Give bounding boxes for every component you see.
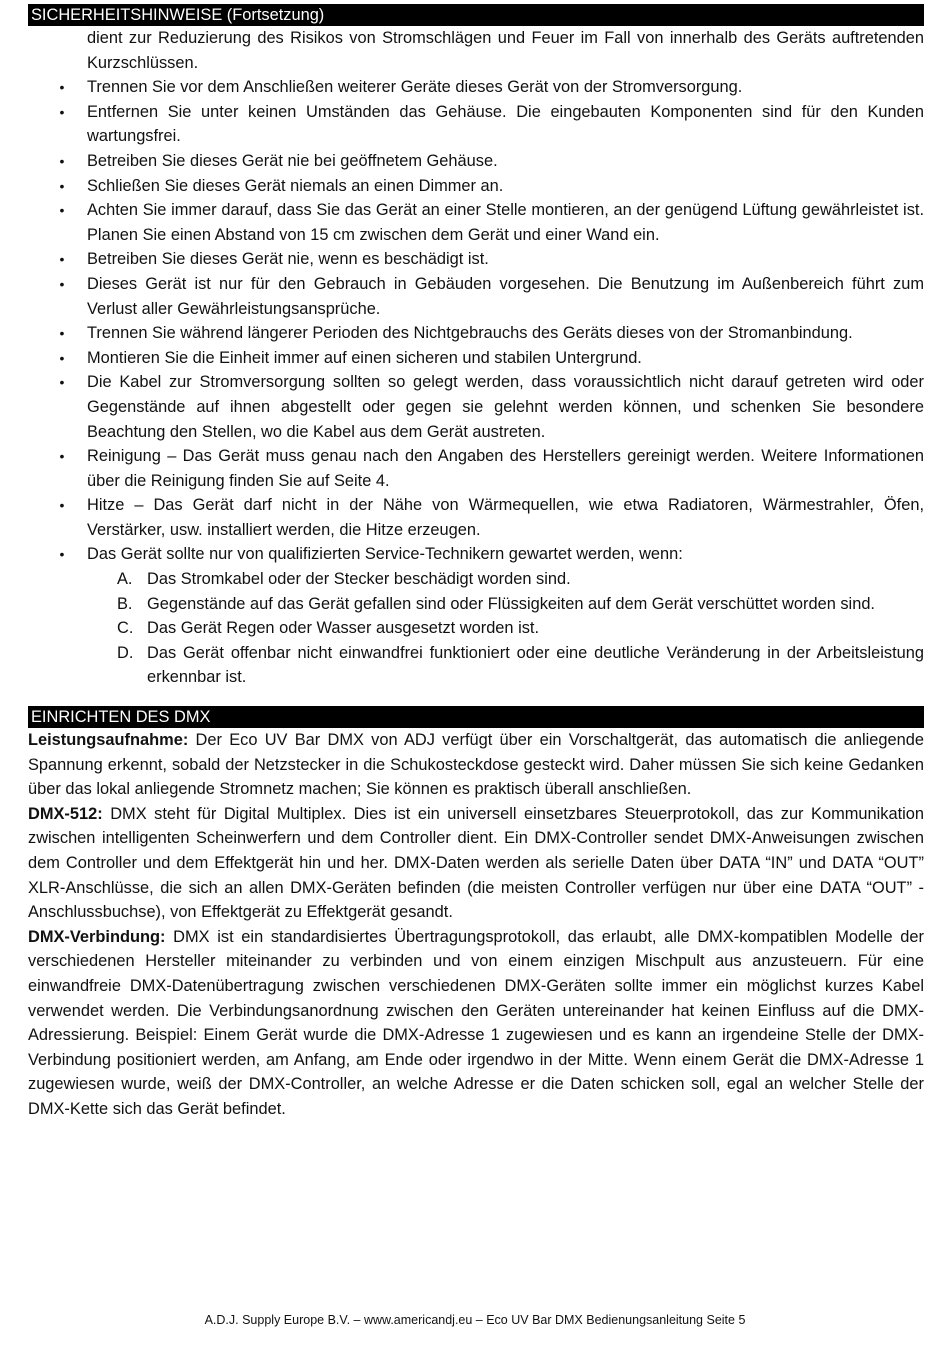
bullet-item — [28, 174, 924, 199]
bullet-item — [28, 444, 924, 493]
condition-letter: D. — [117, 643, 134, 662]
bullet-text: Entfernen Sie unter keinen Umständen das Gehäuse. Die eingebauten Komponenten sind für den Kunden wartungsfrei. — [87, 102, 924, 146]
paragraph-label: DMX-512: — [28, 804, 103, 823]
paragraph-dmx512 — [28, 802, 924, 925]
bullet-glyph: • — [59, 152, 65, 169]
condition-item — [28, 592, 924, 617]
bullet-text: Montieren Sie die Einheit immer auf einen sicheren und stabilen Untergrund. — [87, 348, 642, 367]
paragraph-label: DMX-Verbindung: — [28, 927, 166, 946]
bullet-text: Das Gerät sollte nur von qualifizierten Service-Technikern gewartet werden, wenn: — [87, 545, 683, 564]
continuation-text: dient zur Reduzierung des Risikos von Stromschlägen und Feuer im Fall von innerhalb des Geräts auftretenden Kurzschlüssen. — [87, 29, 924, 72]
section-heading-safety: SICHERHEITSHINWEISE (Fortsetzung) — [28, 4, 924, 26]
bullet-item — [28, 198, 924, 247]
paragraph-text: DMX steht für Digital Multiplex. Dies ist ein universell einsetzbares Steuerprotokoll, das zur Kommunikation zwischen intelligenten Scheinwerfern und dem Controller dient. Ein DMX-Controller sendet DMX-Anweisungen zwischen dem Controller und dem Effektgerät hin und her. DMX-Daten werden als serielle Daten über DATA “IN” und DATA “OUT” XLR-Anschlüsse, die sich an allen DMX-Geräten befinden (die meisten Controller verfügen nur über eine DATA “OUT” - Anschlussbuchse), von Effektgerät zu Effektgerät gesandt. — [28, 804, 924, 922]
bullet-item — [28, 542, 924, 567]
bullet-text: Trennen Sie vor dem Anschließen weiterer Geräte dieses Gerät von der Stromversorgung. — [87, 78, 743, 97]
bullet-item — [28, 346, 924, 371]
bullet-glyph: • — [59, 202, 65, 219]
document-page — [28, 4, 924, 1122]
condition-item — [28, 616, 924, 641]
bullet-glyph: • — [59, 275, 65, 292]
condition-letter: B. — [117, 594, 133, 613]
paragraph-power — [28, 728, 924, 802]
condition-item — [28, 641, 924, 690]
paragraph-label: Leistungsaufnahme: — [28, 731, 189, 750]
bullet-item — [28, 493, 924, 542]
bullet-item — [28, 247, 924, 272]
bullet-item — [28, 100, 924, 149]
bullet-glyph: • — [59, 79, 65, 96]
bullet-glyph: • — [59, 103, 65, 120]
safety-bullet-list — [28, 75, 924, 567]
bullet-text: Betreiben Sie dieses Gerät nie bei geöffnetem Gehäuse. — [87, 151, 498, 170]
condition-text: Das Gerät offenbar nicht einwandfrei funktioniert oder eine deutliche Veränderung in der Arbeitsleistung erkennbar ist. — [147, 643, 924, 687]
bullet-glyph: • — [59, 546, 65, 563]
bullet-item — [28, 75, 924, 100]
bullet-text: Hitze – Das Gerät darf nicht in der Nähe von Wärmequellen, wie etwa Radiatoren, Wärmestrahler, Öfen, Verstärker, usw. installiert werden, die Hitze erzeugen. — [87, 496, 924, 539]
section-heading-dmx: EINRICHTEN DES DMX — [28, 706, 924, 728]
condition-letter: A. — [117, 570, 133, 589]
bullet-item — [28, 272, 924, 321]
bullet-item — [28, 321, 924, 346]
bullet-text: Dieses Gerät ist nur für den Gebrauch in Gebäuden vorgesehen. Die Benutzung im Außenbereich führt zum Verlust aller Gewährleistungsansprüche. — [87, 274, 924, 318]
bullet-glyph: • — [59, 448, 65, 465]
section-spacer — [28, 690, 924, 706]
bullet-glyph: • — [59, 349, 65, 366]
condition-letter: C. — [117, 619, 134, 638]
paragraph-text: DMX ist ein standardisiertes Übertragungsprotokoll, das erlaubt, alle DMX-kompatiblen Modelle der verschiedenen Hersteller miteinander zu verbinden und von einem einzigen Mischpult aus anzusteuern. Für eine einwandfreie DMX-Datenübertragung zwischen verschiedenen DMX-Geräten sollte immer ein möglichst kurzes Kabel verwendet werden. Die Verbindungsanordnung zwischen den Geräten untereinander hat keinen Einfluss auf die DMX-Adressierung. Beispiel: Einem Gerät wurde die DMX-Adresse 1 zugewiesen und es kann an irgendeine Stelle der DMX-Verbindung positioniert werden, am Anfang, am Ende oder irgendwo in der Mitte. Wenn einem Gerät die DMX-Adresse 1 zugewiesen wurde, weiß der DMX-Controller, an welche Adresse er die Daten schicken soll, egal an welcher Stelle der DMX-Kette sich das Gerät befindet. — [28, 927, 924, 1118]
bullet-glyph: • — [59, 497, 65, 514]
condition-item — [28, 567, 924, 592]
bullet-text: Achten Sie immer darauf, dass Sie das Gerät an einer Stelle montieren, an der genügend Lüftung gewährleistet ist. Planen Sie einen Abstand von 15 cm zwischen dem Gerät und einer Wand ein. — [87, 201, 924, 244]
paragraph-text: Der Eco UV Bar DMX von ADJ verfügt über ein Vorschaltgerät, das automatisch die anliegende Spannung erkennt, sobald der Netzstecker in die Schukosteckdose gesteckt wird. Daher müssen Sie sich keine Gedanken über das lokal anliegende Stromnetz machen; Sie können es praktisch überall anschließen. — [28, 731, 924, 799]
bullet-text: Schließen Sie dieses Gerät niemals an einen Dimmer an. — [87, 176, 504, 195]
bullet-glyph: • — [59, 177, 65, 194]
service-conditions-list — [28, 567, 924, 690]
bullet-item — [28, 149, 924, 174]
bullet-item — [28, 370, 924, 444]
bullet-text: Betreiben Sie dieses Gerät nie, wenn es beschädigt ist. — [87, 250, 489, 269]
bullet-glyph: • — [59, 325, 65, 342]
condition-text: Gegenstände auf das Gerät gefallen sind oder Flüssigkeiten auf dem Gerät verschüttet worden sind. — [147, 594, 875, 613]
bullet-glyph: • — [59, 251, 65, 268]
bullet-text: Die Kabel zur Stromversorgung sollten so gelegt werden, dass voraussichtlich nicht darauf getreten wird oder Gegenstände auf ihnen abgestellt oder gegen sie gelehnt werden können, und schenken Sie besondere Beachtung den Stellen, wo die Kabel aus dem Gerät austreten. — [87, 373, 924, 441]
bullet-text: Trennen Sie während längerer Perioden des Nichtgebrauchs des Geräts dieses von der Stromanbindung. — [87, 324, 853, 343]
condition-text: Das Gerät Regen oder Wasser ausgesetzt worden ist. — [147, 619, 540, 638]
page-footer: A.D.J. Supply Europe B.V. – www.americandj.eu – Eco UV Bar DMX Bedienungsanleitung Seite 5 — [204, 1313, 746, 1327]
paragraph-dmx-connection — [28, 925, 924, 1122]
bullet-text: Reinigung – Das Gerät muss genau nach den Angaben des Herstellers gereinigt werden. Weitere Informationen über die Reinigung finden Sie auf Seite 4. — [87, 447, 924, 490]
condition-text: Das Stromkabel oder der Stecker beschädigt worden sind. — [147, 570, 571, 589]
bullet-glyph: • — [59, 374, 65, 391]
